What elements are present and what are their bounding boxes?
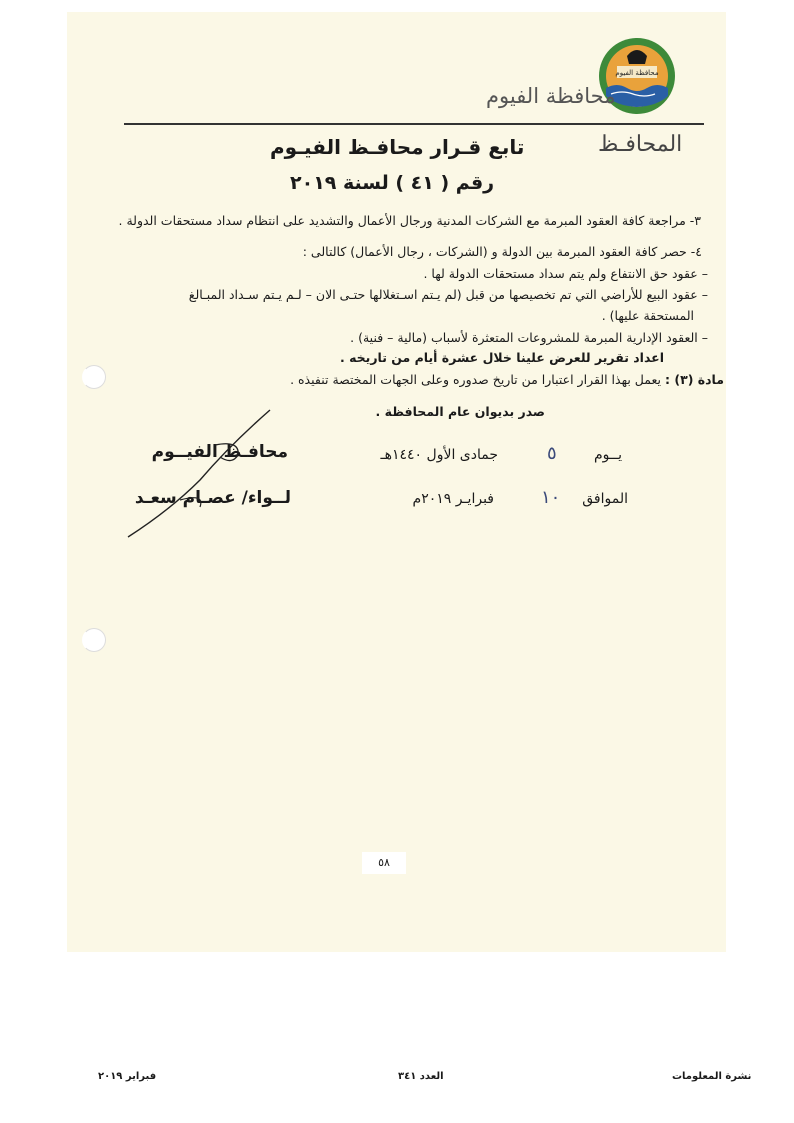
- footer-issue: العدد ٣٤١: [398, 1071, 444, 1082]
- punch-hole: [82, 628, 106, 652]
- signatory-title: محافـظ الفيــوم: [151, 442, 288, 462]
- punch-hole: [82, 365, 106, 389]
- bullet-usufruct: – عقود حق الانتفاع ولم يتم سداد مستحقات الدولة لها .: [423, 266, 708, 281]
- article-text: يعمل بهذا القرار اعتبارا من تاريخ صدوره وعلى الجهات المختصة تنفيذه .: [290, 372, 661, 387]
- footer-publication: نشرة المعلومات: [672, 1071, 752, 1082]
- report-instruction: اعداد تقرير للعرض علينا خلال عشرة أيام من تاريخه .: [339, 350, 664, 365]
- item-4: ٤- حصر كافة العقود المبرمة بين الدولة و (الشركات ، رجال الأعمال) كالتالى :: [302, 244, 702, 259]
- handwritten-signature: [120, 405, 280, 545]
- item-3: ٣- مراجعة كافة العقود المبرمة مع الشركات المدنية ورجال الأعمال والتشديد على انتظام سداد مستحقات الدولة .: [118, 213, 701, 228]
- hijri-date: جمادى الأول ١٤٤٠هـ: [380, 447, 498, 463]
- article-3: [290, 372, 724, 387]
- governorate-name: محافظة الفيوم: [486, 84, 616, 108]
- day-value: ٥: [547, 443, 557, 464]
- issued-statement: صدر بديوان عام المحافظة .: [375, 404, 545, 419]
- greg-day: ١٠: [541, 487, 561, 508]
- header-divider: [124, 123, 704, 125]
- decree-number: رقم ( ٤١ ) لسنة ٢٠١٩: [290, 172, 495, 194]
- page-number: ٥٨: [362, 852, 406, 874]
- decree-title: تابع قـرار محافـظ الفيـوم: [270, 135, 525, 159]
- gregorian-date: فبرايـر ٢٠١٩م: [412, 491, 494, 507]
- agreed-label: الموافق: [582, 491, 628, 507]
- bullet-admin-contracts: – العقود الإدارية المبرمة للمشروعات المتعثرة لأسباب (مالية – فنية) .: [350, 330, 708, 345]
- office-title: المحافـظ: [598, 132, 683, 157]
- footer-date: فبراير ٢٠١٩: [98, 1071, 157, 1082]
- article-label: مادة (٣) :: [664, 372, 724, 387]
- day-label: يــوم: [594, 447, 622, 463]
- bullet-land-sale-cont: المستحقة عليها) .: [601, 308, 694, 323]
- bullet-land-sale: – عقود البيع للأراضي التي تم تخصيصها من قبل (لم يـتم اسـتغلالها حتـى الان – لـم يـتم سـداد المبـالغ: [188, 287, 708, 302]
- svg-text:محافظة الفيوم: محافظة الفيوم: [615, 69, 659, 77]
- signatory-name: لــواء/ عصـام سعـد: [134, 488, 291, 508]
